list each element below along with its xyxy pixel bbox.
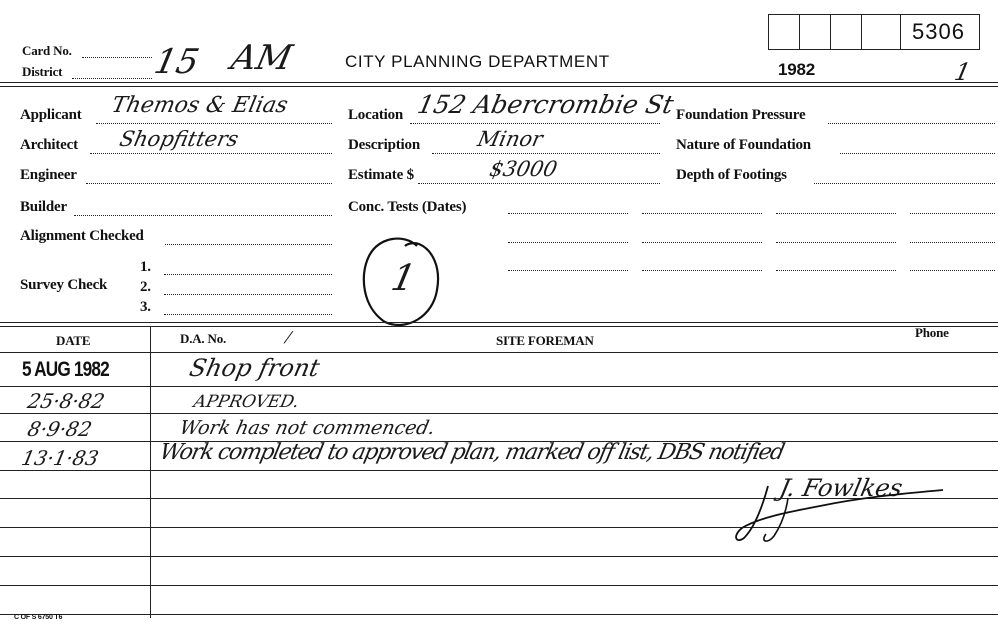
estimate-value: $3000: [487, 157, 560, 181]
log-row-line-8: [0, 585, 998, 586]
log-rule-top-1: [0, 322, 998, 323]
card-number-box-2: [799, 14, 831, 50]
district-value: AM: [227, 38, 296, 78]
da-no-column-header: D.A. No.: [180, 331, 227, 346]
conc-test-line-3a: [508, 270, 628, 271]
signature-flourish: [728, 478, 958, 548]
signature: J. Fowlkes: [777, 474, 906, 502]
log-row-line-9: [0, 614, 998, 615]
foundation-pressure-dotted-line: [828, 123, 995, 124]
depth-of-footings-dotted-line: [814, 183, 995, 184]
log-entry-date-4: 13·1·83: [19, 446, 101, 470]
foundation-pressure-label: Foundation Pressure: [676, 107, 806, 123]
da-no-mark: /: [284, 328, 293, 346]
log-row-line-2: [0, 413, 998, 414]
architect-value: Shopfitters: [117, 127, 241, 151]
applicant-label: Applicant: [20, 107, 82, 123]
circled-number: 1: [387, 258, 420, 299]
log-entry-note-2: APPROVED.: [191, 392, 301, 412]
survey-dotted-line-3: [164, 314, 332, 315]
engineer-dotted-line: [86, 183, 332, 184]
survey-dotted-line-1: [164, 274, 332, 275]
log-column-divider: [150, 326, 151, 618]
survey-check-label: Survey Check: [20, 277, 108, 293]
log-entry-note-3: Work has not commenced.: [177, 417, 438, 439]
survey-dotted-line-2: [164, 294, 332, 295]
nature-of-foundation-dotted-line: [840, 153, 995, 154]
architect-dotted-line: [90, 153, 332, 154]
log-entry-date-1: 5 AUG 1982: [22, 358, 109, 381]
phone-column-header: Phone: [915, 325, 949, 340]
card-number-box-4: [861, 14, 901, 50]
survey-item-2: 2.: [140, 279, 151, 295]
location-value: 152 Abercrombie St: [414, 90, 677, 119]
card-no-dotted-line: [82, 57, 152, 58]
description-value: Minor: [475, 127, 545, 151]
nature-of-foundation-label: Nature of Foundation: [676, 137, 811, 153]
header-rule-bottom: [0, 86, 998, 87]
description-dotted-line: [432, 153, 660, 154]
builder-label: Builder: [20, 199, 67, 215]
depth-of-footings-label: Depth of Footings: [676, 167, 787, 183]
conc-test-line-1d: [910, 213, 995, 214]
estimate-label: Estimate $: [348, 167, 414, 183]
year: 1982: [778, 60, 816, 79]
date-column-header: DATE: [56, 333, 91, 348]
district-dotted-line: [72, 78, 152, 79]
card-number-box-3: [830, 14, 862, 50]
department-title: CITY PLANNING DEPARTMENT: [345, 52, 610, 71]
survey-item-1: 1.: [140, 259, 151, 275]
card-no-label: Card No.: [22, 43, 72, 58]
architect-label: Architect: [20, 137, 78, 153]
builder-dotted-line: [74, 215, 332, 216]
description-label: Description: [348, 137, 420, 153]
form-code: C OF S 6750 T6: [14, 614, 63, 621]
header-rule-top: [0, 82, 998, 83]
conc-test-line-2a: [508, 242, 628, 243]
conc-test-line-3c: [776, 270, 896, 271]
log-row-line-7: [0, 556, 998, 557]
site-foreman-column-header: SITE FOREMAN: [496, 333, 594, 348]
conc-test-line-2c: [776, 242, 896, 243]
log-row-line-1: [0, 386, 998, 387]
conc-test-line-1b: [642, 213, 762, 214]
card-number: 5306: [912, 19, 965, 44]
log-entry-note-4: Work completed to approved plan, marked off list, DBS notified: [157, 440, 786, 465]
conc-test-line-1a: [508, 213, 628, 214]
conc-tests-label: Conc. Tests (Dates): [348, 199, 467, 215]
engineer-label: Engineer: [20, 167, 77, 183]
survey-item-3: 3.: [140, 299, 151, 315]
location-label: Location: [348, 107, 404, 123]
conc-test-line-3d: [910, 270, 995, 271]
conc-test-line-1c: [776, 213, 896, 214]
applicant-dotted-line: [96, 123, 332, 124]
location-dotted-line: [410, 123, 660, 124]
alignment-label: Alignment Checked: [20, 228, 144, 244]
card-number-box-1: [768, 14, 800, 50]
conc-test-line-2d: [910, 242, 995, 243]
log-entry-date-3: 8·9·82: [25, 417, 95, 441]
applicant-value: Themos & Elias: [109, 93, 291, 118]
log-entry-date-2: 25·8·82: [25, 389, 107, 413]
log-entry-note-1: Shop front: [187, 354, 323, 382]
card-no-value: 15: [150, 42, 203, 82]
sheet-mark: 1: [952, 58, 974, 86]
alignment-dotted-line: [165, 244, 332, 245]
district-label: District: [22, 64, 63, 79]
conc-test-line-3b: [642, 270, 762, 271]
conc-test-line-2b: [642, 242, 762, 243]
log-row-line-4: [0, 470, 998, 471]
estimate-dotted-line: [418, 183, 660, 184]
